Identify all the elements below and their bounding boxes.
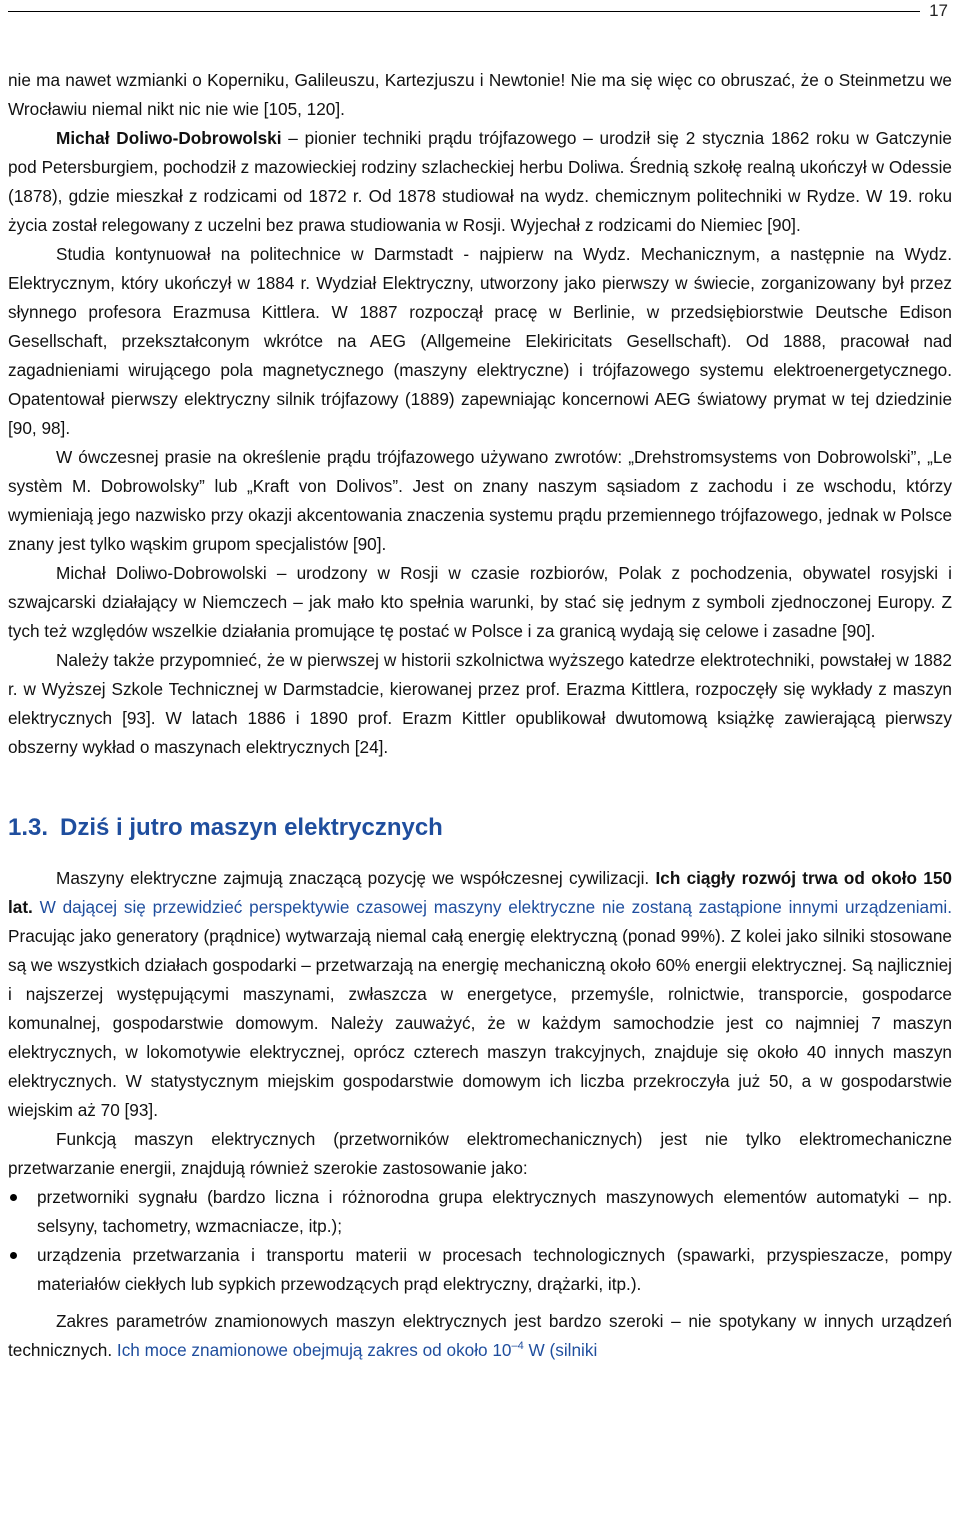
highlighted-statement: Ich moce znamionowe obejmują zakres od około 10 bbox=[116, 1340, 512, 1360]
section-paragraph-3-text: Zakres parametrów znamionowych maszyn elektrycznych jest bardzo szeroki – nie spotykany w innych urządzeń technicznych. bbox=[8, 1311, 952, 1360]
person-name: Michał Doliwo-Dobrowolski bbox=[56, 128, 282, 148]
paragraph-5: Michał Doliwo-Dobrowolski – urodzony w Rosji w czasie rozbiorów, Polak z pochodzenia, obywatel rosyjski i szwajcarski działający w Niemczech – jak mało kto spełnia warunki, by stać się jednym z symboli zjednoczonej Europy. Z tych też względów wszelkie działania promujące tę postać w Polsce i za granicą wydają się celowe i zasadne [90]. bbox=[8, 563, 952, 641]
section-paragraph-1-text: Pracując jako generatory (prądnice) wytwarzają niemal całą energię elektryczną (ponad 99%). Z kolei jako silniki stosowane są we wszystkich działach gospodarki – przetwarzają na energię mechaniczną około 60% energii elektrycznej. Są najliczniej i najszerzej występującymi maszynami, zwłaszcza w energetyce, przemyśle, rolnictwie, transporcie, gospodarce komunalnej, gospodarstwie domowym. Należy zauważyć, że w każdym samochodzie jest co najmniej 7 maszyn elektrycznych, w lokomotywie elektrycznej, oprócz czterech maszyn trakcyjnych, znajduje się około 40 innych maszyn elektrycznych. W statystycznym miejskim gospodarstwie domowym ich liczba przekroczyła już 50, a w gospodarstwie wiejskim aż 70 [93]. bbox=[8, 926, 952, 1120]
paragraph-4: W ówczesnej prasie na określenie prądu trójfazowego używano zwrotów: „Drehstromsystems von Dobrowolski”, „Le systèm M. Dobrowolsky” lub „Kraft von Dolivos”. Jest on znany naszym sąsiadom z zachodu i ze wschodu, którzy wymieniają jego nazwisko przy okazji akcentowania znaczenia systemu prądu przemiennego trójfazowego, jednak w Polsce znany jest tylko wąskim grupom specjalistów [90]. bbox=[8, 447, 952, 554]
document-body bbox=[8, 66, 952, 1365]
section-paragraph-3 bbox=[8, 1307, 952, 1365]
section-paragraph-2: Funkcją maszyn elektrycznych (przetworników elektromechanicznych) jest nie tylko elektromechaniczne przetwarzanie energii, znajdują również szerokie zastosowanie jako: bbox=[8, 1129, 952, 1178]
highlighted-statement: W dającej się przewidzieć perspektywie czasowej maszyny elektryczne nie zostaną zastąpione innymi urządzeniami. bbox=[39, 897, 952, 917]
section-paragraph-1 bbox=[8, 864, 952, 1125]
list-item-text: urządzenia przetwarzania i transportu materii w procesach technologicznych (spawarki, przyspieszacze, pompy materiałów ciekłych lub sypkich przewodzących prąd elektryczny, drążarki, itp.). bbox=[37, 1245, 952, 1294]
highlighted-statement-tail: W (silniki bbox=[523, 1340, 598, 1360]
list-item bbox=[8, 1183, 952, 1241]
spacer bbox=[33, 897, 40, 917]
section-paragraph-1-intro: Maszyny elektryczne zajmują znaczącą pozycję we współczesnej cywilizacji. bbox=[56, 868, 656, 888]
list-item bbox=[8, 1241, 952, 1299]
bullet-list bbox=[8, 1183, 952, 1299]
section-number: 1.3. bbox=[8, 814, 49, 841]
list-item-text: przetworniki sygnału (bardzo liczna i różnorodna grupa elektrycznych maszynowych elementów automatyki – np. selsyny, tachometry, wzmacniacze, itp.); bbox=[37, 1187, 952, 1236]
bold-statement: Ich ciągły rozwój trwa od około 150 lat. bbox=[8, 868, 952, 917]
section-title: Dziś i jutro maszyn elektrycznych bbox=[60, 814, 443, 841]
paragraph-2 bbox=[8, 124, 952, 240]
paragraph-6: Należy także przypomnieć, że w pierwszej w historii szkolnictwa wyższego katedrze elektrotechniki, powstałej w 1882 r. w Wyższej Szkole Technicznej w Darmstadcie, kierowanej przez prof. Erazma Kittlera, rozpoczęły się wykłady z maszyn elektrycznych [93]. W latach 1886 i 1890 prof. Erazm Kittler opublikował dwutomową książkę zawierającą pierwszy obszerny wykład o maszynach elektrycznych [24]. bbox=[8, 650, 952, 757]
paragraph-1: nie ma nawet wzmianki o Koperniku, Galileuszu, Kartezjuszu i Newtonie! Nie ma się więc co obruszać, że o Steinmetzu we Wrocławiu niemal nikt nic nie wie [105, 120]. bbox=[8, 70, 952, 119]
header-rule bbox=[8, 11, 920, 12]
paragraph-2-text: – pionier techniki prądu trójfazowego – urodził się 2 stycznia 1862 roku w Gatczynie pod Petersburgiem, pochodził z mazowieckiej rodziny szlacheckiej herbu Doliwa. Średnią szkołę realną ukończył w Odessie (1878), gdzie mieszkał z rodzicami od 1872 r. Od 1878 studiował na wydz. chemicznym politechniki w Rydze. W 19. roku życia został relegowany z uczelni bez prawa studiowania w Rosji. Wyjechał z rodzicami do Niemiec [90]. bbox=[8, 128, 952, 235]
section-heading bbox=[8, 812, 952, 844]
paragraph-3: Studia kontynuował na politechnice w Darmstadt - najpierw na Wydz. Mechanicznym, a następnie na Wydz. Elektrycznym, który ukończył w 1884 r. Wydział Elektryczny, utworzony jako pierwszy w świecie, zorganizowany był przez słynnego profesora Erazmusa Kittlera. W 1887 rozpoczął pracę w Berlinie, w przedsiębiorstwie Deutsche Edison Gesellschaft, przekształconym wkrótce na AEG (Allgemeine Elekiricitats Gesellschaft). Od 1888, pracował nad zagadnieniami wirującego pola magnetycznego (maszyny elektryczne) i trójfazowego systemu elektroenergetycznego. Opatentował pierwszy elektryczny silnik trójfazowy (1889) zapewniając koncernowi AEG światowy prymat w tej dziedzinie [90, 98]. bbox=[8, 244, 952, 438]
bullet-icon bbox=[10, 1252, 17, 1259]
bullet-icon bbox=[10, 1194, 17, 1201]
page-number: 17 bbox=[929, 1, 948, 20]
exponent: –4 bbox=[511, 1340, 524, 1352]
